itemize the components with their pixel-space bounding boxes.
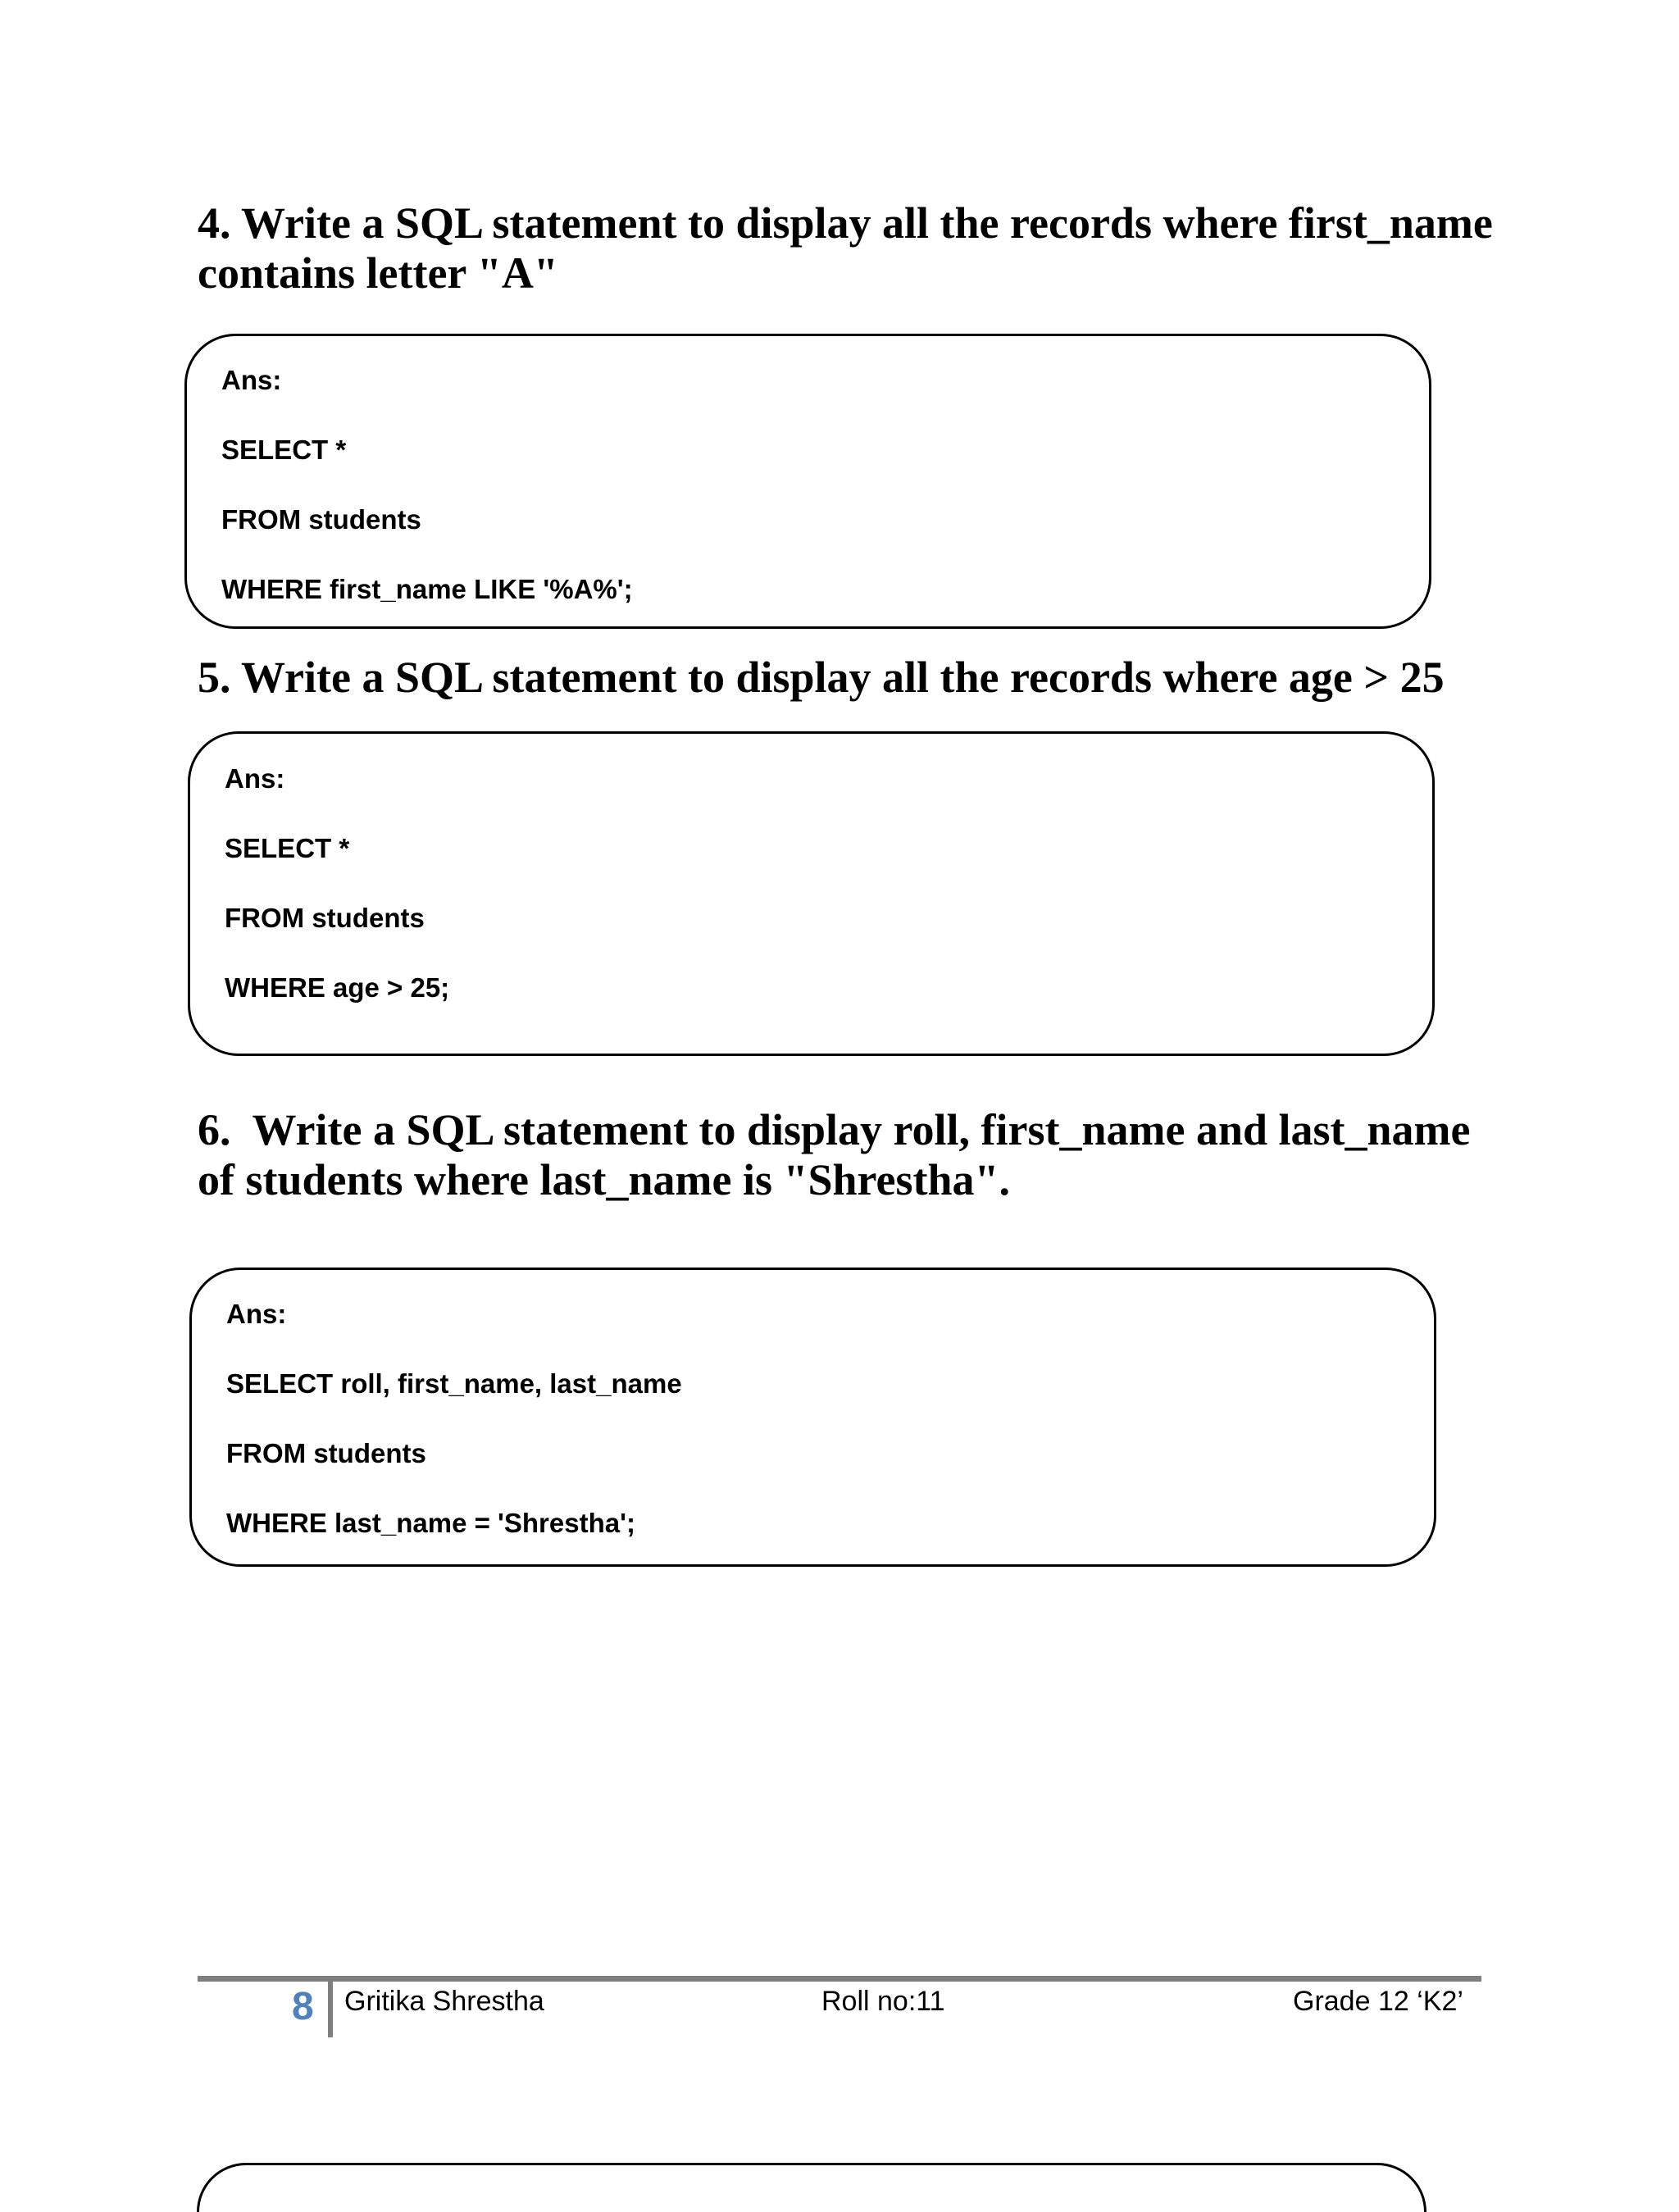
footer-divider: [328, 1982, 333, 2037]
next-page-box-edge: [197, 2163, 1426, 2212]
answer-box-6: [189, 1268, 1436, 1567]
sql-line: FROM students: [221, 504, 421, 535]
sql-line: WHERE last_name = 'Shrestha';: [226, 1508, 635, 1538]
footer-roll-number: Roll no:11: [821, 1986, 945, 2017]
sql-line: SELECT *: [225, 833, 350, 863]
answer-label: Ans:: [225, 763, 285, 794]
sql-line: FROM students: [226, 1438, 426, 1468]
sql-line: SELECT *: [221, 435, 347, 465]
question-4-heading: 4. Write a SQL statement to display all the records where first_name contains letter "A": [198, 198, 1504, 298]
answer-label: Ans:: [226, 1299, 287, 1329]
question-6-heading: 6. Write a SQL statement to display roll, first_name and last_name of students where last_name is "Shrestha".: [198, 1105, 1481, 1204]
answer-label: Ans:: [221, 365, 282, 395]
sql-line: WHERE first_name LIKE '%A%';: [221, 574, 633, 604]
answer-box-5: [188, 731, 1435, 1056]
page-number: 8: [292, 1985, 314, 2028]
sql-line: FROM students: [225, 903, 425, 933]
footer-grade: Grade 12 ‘K2’: [1293, 1986, 1463, 2017]
footer-author-name: Gritika Shrestha: [344, 1986, 544, 2017]
sql-line: WHERE age > 25;: [225, 972, 450, 1003]
sql-line: SELECT roll, first_name, last_name: [226, 1368, 682, 1399]
footer-rule: [198, 1976, 1481, 1982]
answer-box-4: [184, 334, 1431, 629]
question-5-heading: 5. Write a SQL statement to display all the records where age > 25: [198, 653, 1445, 702]
